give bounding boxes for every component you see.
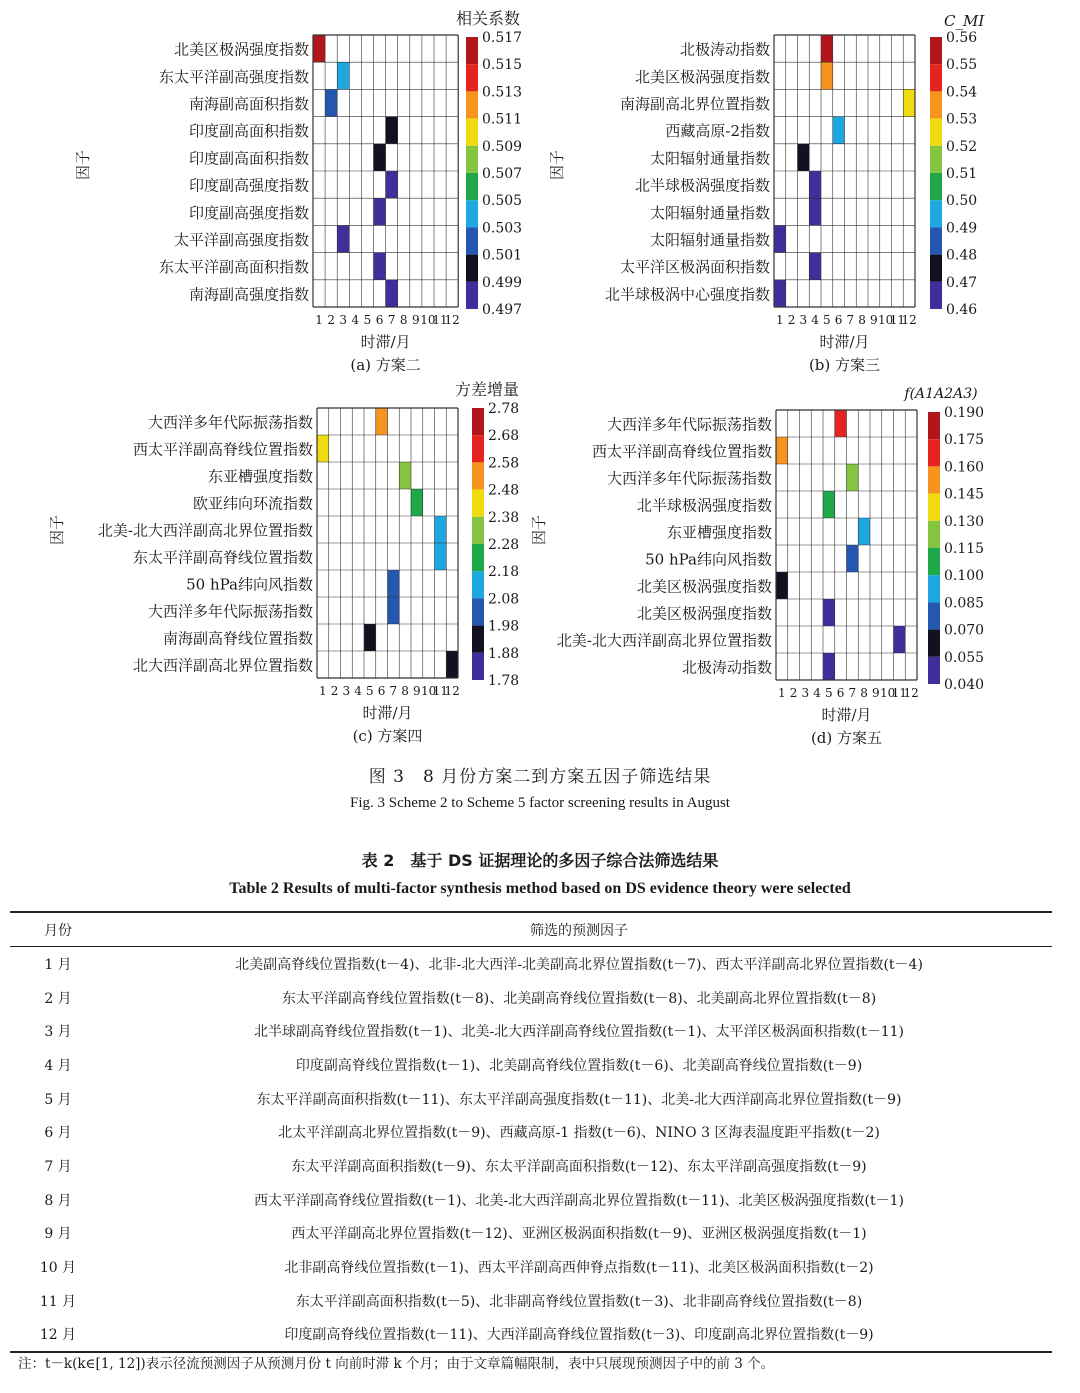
factors-cell: 印度副高脊线位置指数(t－11)、大西洋副高脊线位置指数(t－3)、印度副高北界位置指数(t－9) bbox=[106, 1318, 1052, 1353]
heatmap-cell bbox=[903, 89, 915, 116]
x-tick-label: 6 bbox=[834, 313, 843, 327]
factor-label: 太平洋副高强度指数 bbox=[173, 231, 309, 249]
x-tick-label: 1 bbox=[315, 313, 323, 327]
colorbar-tick-label: 2.68 bbox=[488, 428, 520, 445]
factor-label: 东太平洋副高面积指数 bbox=[158, 258, 309, 277]
colorbar-tick-label: 0.175 bbox=[944, 432, 985, 449]
factors-cell: 北半球副高脊线位置指数(t－1)、北美-北大西洋副高脊线位置指数(t－1)、太平洋区极涡面积指数(t－11) bbox=[253, 1024, 904, 1041]
x-tick-label: 5 bbox=[363, 313, 372, 327]
heatmap-cell bbox=[374, 198, 386, 225]
x-tick-label: 10 bbox=[879, 686, 896, 700]
panel-label: (a) 方案二 bbox=[350, 356, 421, 374]
month-cell: 9 月 bbox=[44, 1226, 72, 1243]
x-tick-label: 4 bbox=[811, 313, 819, 327]
table-header-row bbox=[10, 912, 1052, 947]
factor-label: 太平洋区极涡面积指数 bbox=[619, 258, 770, 277]
factor-label: 南海副高脊线位置指数 bbox=[162, 629, 313, 648]
x-tick-label: 11 bbox=[432, 684, 449, 698]
heatmap-cell bbox=[364, 624, 376, 651]
x-tick-label: 3 bbox=[799, 313, 808, 327]
factor-label: 东太平洋副高脊线位置指数 bbox=[132, 548, 313, 567]
factor-label: 北半球极涡强度指数 bbox=[636, 496, 772, 515]
x-tick-label: 11 bbox=[432, 313, 448, 327]
month-cell: 5 月 bbox=[44, 1091, 72, 1108]
table-row bbox=[10, 1318, 1052, 1353]
colorbar-title: f(A1A2A3) bbox=[904, 386, 978, 402]
colorbar-tick-label: 2.18 bbox=[488, 564, 520, 581]
colorbar-tick-label: 0.50 bbox=[946, 193, 978, 210]
table-row bbox=[10, 1217, 1052, 1251]
colorbar-segment bbox=[472, 517, 484, 544]
panel-label: (d) 方案五 bbox=[810, 729, 883, 747]
colorbar-tick-label: 0.100 bbox=[944, 568, 985, 585]
heatmap-cell bbox=[847, 545, 859, 572]
x-tick-label: 2 bbox=[789, 686, 798, 700]
colorbar-tick-label: 0.160 bbox=[944, 459, 985, 476]
x-tick-label: 2 bbox=[327, 313, 335, 327]
x-tick-label: 12 bbox=[903, 686, 919, 700]
x-tick-label: 12 bbox=[444, 313, 460, 327]
x-tick-label: 5 bbox=[825, 686, 833, 700]
heatmap-cell bbox=[337, 225, 349, 252]
factor-label: 印度副高强度指数 bbox=[188, 176, 309, 195]
colorbar-tick-label: 0.55 bbox=[946, 57, 978, 74]
factors-cell: 西太平洋副高脊线位置指数(t－1)、北美-北大西洋副高北界位置指数(t－11)、北美区极涡强度指数(t－1) bbox=[253, 1192, 904, 1209]
colorbar-tick-label: 0.507 bbox=[482, 166, 523, 182]
colorbar-segment bbox=[928, 439, 940, 466]
colorbar-segment bbox=[928, 412, 940, 439]
table-row bbox=[10, 1284, 1052, 1318]
x-tick-label: 8 bbox=[858, 313, 866, 327]
month-cell: 1 月 bbox=[44, 956, 72, 973]
factor-label: 50 hPa纬向风指数 bbox=[186, 575, 313, 594]
x-tick-label: 7 bbox=[389, 684, 398, 698]
factor-label: 印度副高强度指数 bbox=[188, 203, 309, 222]
colorbar-segment bbox=[930, 64, 942, 91]
colorbar-segment bbox=[928, 657, 940, 684]
heatmap-cell bbox=[798, 144, 810, 171]
factor-label: 印度副高面积指数 bbox=[188, 149, 309, 168]
colorbar-tick-label: 1.98 bbox=[488, 618, 520, 635]
colorbar-segment bbox=[928, 548, 940, 575]
heatmap-cell bbox=[809, 198, 821, 225]
heatmap-cell bbox=[776, 572, 788, 599]
factors-cell: 北非副高脊线位置指数(t－1)、西太平洋副高西伸脊点指数(t－11)、北美区极涡面积指数(t－2) bbox=[284, 1260, 874, 1277]
colorbar-tick-label: 0.505 bbox=[482, 193, 523, 210]
colorbar-tick-label: 0.145 bbox=[944, 486, 985, 503]
x-tick-label: 8 bbox=[399, 313, 408, 327]
colorbar-tick-label: 2.48 bbox=[488, 482, 520, 499]
x-tick-label: 3 bbox=[801, 686, 810, 700]
factor-label: 南海副高北界位置指数 bbox=[619, 95, 770, 113]
heatmap-cell bbox=[337, 62, 349, 89]
y-axis-label: 因子 bbox=[48, 514, 66, 546]
heatmap-cell bbox=[325, 89, 337, 116]
colorbar-tick-label: 0.48 bbox=[946, 247, 978, 264]
colorbar-segment bbox=[928, 521, 940, 548]
factor-label: 东太平洋副高强度指数 bbox=[158, 67, 309, 86]
colorbar-segment bbox=[930, 282, 942, 309]
factor-label: 欧亚纬向环流指数 bbox=[192, 494, 313, 513]
x-tick-label: 10 bbox=[877, 313, 894, 327]
colorbar-segment bbox=[466, 119, 478, 146]
heatmap-cell bbox=[374, 253, 386, 280]
table-row bbox=[10, 1149, 1052, 1183]
colorbar-tick-label: 0.130 bbox=[944, 513, 985, 530]
factor-label: 北美区极涡强度指数 bbox=[634, 67, 770, 86]
colorbar-title: C_MI bbox=[944, 12, 985, 30]
heatmap-cell bbox=[833, 117, 845, 144]
heatmap-cell bbox=[435, 516, 447, 543]
colorbar-tick-label: 0.509 bbox=[482, 138, 523, 155]
x-tick-label: 1 bbox=[776, 313, 784, 327]
colorbar-segment bbox=[466, 146, 478, 173]
heatmap-cell bbox=[313, 35, 325, 62]
x-tick-label: 9 bbox=[412, 313, 420, 327]
colorbar-tick-label: 2.38 bbox=[488, 509, 520, 526]
heatmap-cell bbox=[386, 117, 398, 144]
month-cell: 7 月 bbox=[44, 1158, 72, 1175]
heatmap-cell bbox=[823, 491, 835, 518]
factor-label: 东亚槽强度指数 bbox=[666, 523, 772, 542]
factor-label: 北美-北大西洋副高北界位置指数 bbox=[97, 521, 313, 540]
factor-label: 西太平洋副高脊线位置指数 bbox=[132, 440, 313, 459]
x-tick-label: 6 bbox=[377, 684, 386, 698]
x-tick-label: 11 bbox=[891, 686, 908, 700]
colorbar-tick-label: 0.503 bbox=[482, 220, 523, 237]
x-tick-label: 3 bbox=[342, 684, 351, 698]
panel-label: (b) 方案三 bbox=[808, 356, 881, 374]
heatmap-cell bbox=[835, 410, 847, 437]
x-tick-label: 7 bbox=[387, 313, 396, 327]
colorbar-tick-label: 0.515 bbox=[482, 57, 523, 74]
heatmap-cell bbox=[821, 35, 833, 62]
colorbar-tick-label: 2.28 bbox=[488, 537, 520, 553]
colorbar-segment bbox=[472, 408, 484, 435]
colorbar-tick-label: 0.190 bbox=[944, 405, 985, 421]
heatmap-cell bbox=[809, 171, 821, 198]
colorbar-segment bbox=[928, 494, 940, 521]
heatmap-cell bbox=[386, 171, 398, 198]
x-tick-label: 12 bbox=[444, 684, 460, 698]
x-tick-label: 6 bbox=[375, 313, 384, 327]
colorbar-tick-label: 0.055 bbox=[944, 649, 985, 666]
colorbar-segment bbox=[928, 630, 940, 657]
x-tick-label: 8 bbox=[401, 684, 409, 698]
month-cell: 6 月 bbox=[44, 1125, 72, 1142]
table-row bbox=[10, 1014, 1052, 1048]
colorbar-segment bbox=[466, 200, 478, 227]
x-tick-label: 1 bbox=[778, 686, 786, 700]
factor-label: 大西洋多年代际振荡指数 bbox=[147, 413, 313, 432]
month-cell: 3 月 bbox=[44, 1024, 72, 1041]
colorbar-tick-label: 2.08 bbox=[488, 591, 520, 608]
colorbar-segment bbox=[930, 227, 942, 254]
colorbar-segment bbox=[472, 571, 484, 598]
figure-caption-en: Fig. 3 Scheme 2 to Scheme 5 factor screening results in August bbox=[350, 795, 730, 811]
factor-label: 北极涛动指数 bbox=[679, 40, 770, 59]
factors-cell: 东太平洋副高面积指数(t－11)、东太平洋副高强度指数(t－11)、北美-北大西洋副高北界位置指数(t－9) bbox=[256, 1091, 902, 1108]
x-tick-label: 6 bbox=[836, 686, 845, 700]
month-cell: 4 月 bbox=[44, 1057, 72, 1074]
colorbar-tick-label: 0.53 bbox=[946, 111, 978, 128]
factor-label: 西藏高原-2指数 bbox=[665, 122, 770, 141]
heatmap-cell bbox=[774, 225, 786, 252]
heatmap-cell bbox=[776, 437, 788, 464]
factor-label: 东亚槽强度指数 bbox=[207, 467, 313, 486]
colorbar-tick-label: 0.46 bbox=[946, 302, 978, 318]
month-cell: 10 月 bbox=[39, 1260, 77, 1277]
heatmap-cell bbox=[399, 462, 411, 489]
factors-cell: 印度副高脊线位置指数(t－1)、北美副高脊线位置指数(t－6)、北美副高脊线位置指数(t－9) bbox=[295, 1057, 863, 1074]
colorbar-segment bbox=[928, 602, 940, 629]
x-tick-label: 10 bbox=[420, 684, 437, 698]
colorbar-segment bbox=[466, 282, 478, 309]
x-tick-label: 9 bbox=[872, 686, 880, 700]
colorbar-tick-label: 0.52 bbox=[946, 138, 978, 155]
colorbar-tick-label: 0.54 bbox=[946, 84, 978, 101]
factors-cell: 东太平洋副高脊线位置指数(t－8)、北美副高脊线位置指数(t－8)、北美副高北界位置指数(t－8) bbox=[281, 990, 877, 1007]
colorbar-segment bbox=[930, 91, 942, 118]
table-title-en: Table 2 Results of multi-factor synthesis method based on DS evidence theory were selected bbox=[229, 880, 851, 897]
colorbar-tick-label: 0.511 bbox=[482, 111, 523, 128]
table-row bbox=[10, 947, 1052, 981]
colorbar-tick-label: 0.56 bbox=[946, 30, 978, 46]
heatmap-cell bbox=[388, 570, 400, 597]
colorbar-segment bbox=[466, 173, 478, 200]
factors-cell: 东太平洋副高面积指数(t－5)、北非副高脊线位置指数(t－3)、北非副高脊线位置指数(t－8) bbox=[295, 1293, 863, 1310]
x-axis-label: 时滞/月 bbox=[362, 704, 413, 722]
factor-label: 北大西洋副高北界位置指数 bbox=[132, 656, 313, 675]
x-tick-label: 4 bbox=[351, 313, 360, 327]
factor-label: 北半球极涡强度指数 bbox=[634, 176, 770, 195]
colorbar-tick-label: 0.040 bbox=[944, 677, 985, 693]
x-tick-label: 3 bbox=[339, 313, 348, 327]
factor-label: 太阳辐射通量指数 bbox=[649, 203, 770, 222]
x-tick-label: 2 bbox=[330, 684, 339, 698]
colorbar-segment bbox=[930, 146, 942, 173]
colorbar-tick-label: 0.070 bbox=[944, 622, 985, 639]
results-table bbox=[10, 911, 1052, 1353]
heatmap-cell bbox=[809, 253, 821, 280]
factor-label: 西太平洋副高脊线位置指数 bbox=[591, 442, 772, 461]
heatmap-cell bbox=[847, 464, 859, 491]
heatmap-cell bbox=[858, 518, 870, 545]
figure-caption-zh: 图 3 8 月份方案二到方案五因子筛选结果 bbox=[368, 767, 712, 787]
heatmap-cell bbox=[435, 543, 447, 570]
colorbar-title: 相关系数 bbox=[455, 9, 521, 28]
table-title-zh: 表 2 基于 DS 证据理论的多因子综合法筛选结果 bbox=[361, 851, 719, 870]
x-tick-label: 9 bbox=[870, 313, 878, 327]
x-axis-label: 时滞/月 bbox=[819, 333, 870, 351]
month-cell: 12 月 bbox=[10, 1318, 106, 1353]
heatmap-cell bbox=[317, 435, 329, 462]
heatmap-cell bbox=[374, 144, 386, 171]
heatmap-cell bbox=[411, 489, 423, 516]
colorbar-tick-label: 0.501 bbox=[482, 247, 523, 264]
factor-label: 大西洋多年代际振荡指数 bbox=[606, 469, 772, 488]
factor-label: 大西洋多年代际振荡指数 bbox=[147, 602, 313, 621]
colorbar-tick-label: 1.78 bbox=[488, 673, 520, 689]
factor-label: 大西洋多年代际振荡指数 bbox=[606, 415, 772, 434]
x-axis-label: 时滞/月 bbox=[360, 333, 411, 351]
colorbar-tick-label: 0.513 bbox=[482, 84, 523, 101]
colorbar-tick-label: 0.49 bbox=[946, 220, 978, 237]
colorbar-segment bbox=[472, 653, 484, 680]
colorbar-tick-label: 0.115 bbox=[944, 541, 985, 557]
month-cell: 8 月 bbox=[44, 1192, 72, 1209]
factor-label: 南海副高面积指数 bbox=[188, 95, 309, 113]
x-tick-label: 7 bbox=[846, 313, 855, 327]
header-factors: 筛选的预测因子 bbox=[106, 912, 1052, 947]
heatmap-cell bbox=[388, 597, 400, 624]
colorbar-tick-label: 0.51 bbox=[946, 166, 978, 182]
table-row bbox=[10, 981, 1052, 1015]
x-tick-label: 7 bbox=[848, 686, 857, 700]
colorbar-tick-label: 1.88 bbox=[488, 645, 520, 662]
colorbar-segment bbox=[466, 91, 478, 118]
colorbar-segment bbox=[472, 462, 484, 489]
table-row bbox=[10, 1048, 1052, 1082]
colorbar-title: 方差增量 bbox=[454, 380, 520, 399]
colorbar-tick-label: 0.085 bbox=[944, 595, 985, 612]
factor-label: 北极涛动指数 bbox=[681, 658, 772, 677]
x-tick-label: 9 bbox=[413, 684, 421, 698]
factor-label: 北美区极涡强度指数 bbox=[173, 40, 309, 59]
colorbar-segment bbox=[466, 227, 478, 254]
y-axis-label: 因子 bbox=[530, 514, 548, 546]
factor-label: 北美-北大西洋副高北界位置指数 bbox=[556, 631, 772, 650]
heatmap-cell bbox=[774, 280, 786, 307]
colorbar-segment bbox=[930, 37, 942, 64]
heatmap-cell bbox=[386, 280, 398, 307]
x-tick-label: 4 bbox=[354, 684, 362, 698]
month-cell: 11 月 bbox=[39, 1293, 77, 1310]
table-row bbox=[10, 1250, 1052, 1284]
heatmap-cell bbox=[821, 62, 833, 89]
factor-label: 太阳辐射通量指数 bbox=[649, 231, 770, 249]
heatmap-cell bbox=[894, 626, 906, 653]
table-note: 注：t－k(k∈[1, 12])表示径流预测因子从预测月份 t 向前时滞 k 个月；由于文章篇幅限制，表中只展现预测因子中的前 3 个。 bbox=[18, 1356, 775, 1372]
colorbar-segment bbox=[928, 466, 940, 493]
x-tick-label: 2 bbox=[787, 313, 796, 327]
colorbar-segment bbox=[466, 37, 478, 64]
table-row bbox=[10, 1115, 1052, 1149]
x-axis-label: 时滞/月 bbox=[821, 706, 872, 724]
colorbar-segment bbox=[472, 626, 484, 653]
colorbar-segment bbox=[466, 64, 478, 91]
colorbar-tick-label: 0.499 bbox=[482, 274, 523, 291]
factors-cell: 东太平洋副高面积指数(t－9)、东太平洋副高面积指数(t－12)、东太平洋副高强度指数(t－9) bbox=[291, 1158, 867, 1175]
colorbar-tick-label: 2.78 bbox=[488, 401, 520, 417]
x-tick-label: 8 bbox=[860, 686, 868, 700]
heatmap-cell bbox=[376, 408, 388, 435]
x-tick-label: 12 bbox=[901, 313, 917, 327]
colorbar-tick-label: 2.58 bbox=[488, 455, 520, 472]
colorbar-segment bbox=[930, 173, 942, 200]
colorbar-tick-label: 0.497 bbox=[482, 302, 523, 318]
colorbar-segment bbox=[466, 255, 478, 282]
x-tick-label: 5 bbox=[366, 684, 374, 698]
colorbar-segment bbox=[472, 435, 484, 462]
colorbar-tick-label: 0.47 bbox=[946, 274, 978, 291]
factor-label: 50 hPa纬向风指数 bbox=[645, 550, 772, 569]
header-month: 月份 bbox=[10, 912, 106, 947]
heatmap-cell bbox=[446, 651, 458, 678]
factors-cell: 西太平洋副高北界位置指数(t－12)、亚洲区极涡面积指数(t－9)、亚洲区极涡强度指数(t－1) bbox=[291, 1226, 867, 1243]
month-cell: 2 月 bbox=[44, 990, 72, 1007]
heatmap-cell bbox=[823, 653, 835, 680]
factor-label: 印度副高面积指数 bbox=[188, 122, 309, 141]
factor-label: 南海副高强度指数 bbox=[188, 285, 309, 304]
y-axis-label: 因子 bbox=[548, 149, 566, 181]
factor-label: 北美区极涡强度指数 bbox=[636, 577, 772, 596]
x-tick-label: 1 bbox=[319, 684, 327, 698]
colorbar-segment bbox=[472, 598, 484, 625]
colorbar-segment bbox=[472, 490, 484, 517]
colorbar-tick-label: 0.517 bbox=[482, 30, 523, 46]
x-tick-label: 5 bbox=[823, 313, 831, 327]
colorbar-segment bbox=[472, 544, 484, 571]
factors-cell: 北太平洋副高北界位置指数(t－9)、西藏高原-1 指数(t－6)、NINO 3 区海表温度距平指数(t－2) bbox=[278, 1125, 880, 1142]
x-tick-label: 4 bbox=[813, 686, 821, 700]
x-tick-label: 11 bbox=[889, 313, 906, 327]
factor-label: 北美区极涡强度指数 bbox=[636, 604, 772, 623]
colorbar-segment bbox=[928, 575, 940, 602]
heatmap-cell bbox=[823, 599, 835, 626]
table-row bbox=[10, 1183, 1052, 1217]
table-row bbox=[10, 1082, 1052, 1116]
factor-label: 北半球极涡中心强度指数 bbox=[604, 285, 770, 304]
panel-label: (c) 方案四 bbox=[352, 727, 423, 745]
colorbar-segment bbox=[930, 255, 942, 282]
y-axis-label: 因子 bbox=[74, 149, 92, 181]
factors-cell: 北美副高脊线位置指数(t－4)、北非-北大西洋-北美副高北界位置指数(t－7)、西太平洋副高北界位置指数(t－4) bbox=[235, 956, 923, 973]
factor-label: 太阳辐射通量指数 bbox=[649, 149, 770, 168]
colorbar-segment bbox=[930, 119, 942, 146]
colorbar-segment bbox=[930, 200, 942, 227]
x-tick-label: 10 bbox=[420, 313, 436, 327]
